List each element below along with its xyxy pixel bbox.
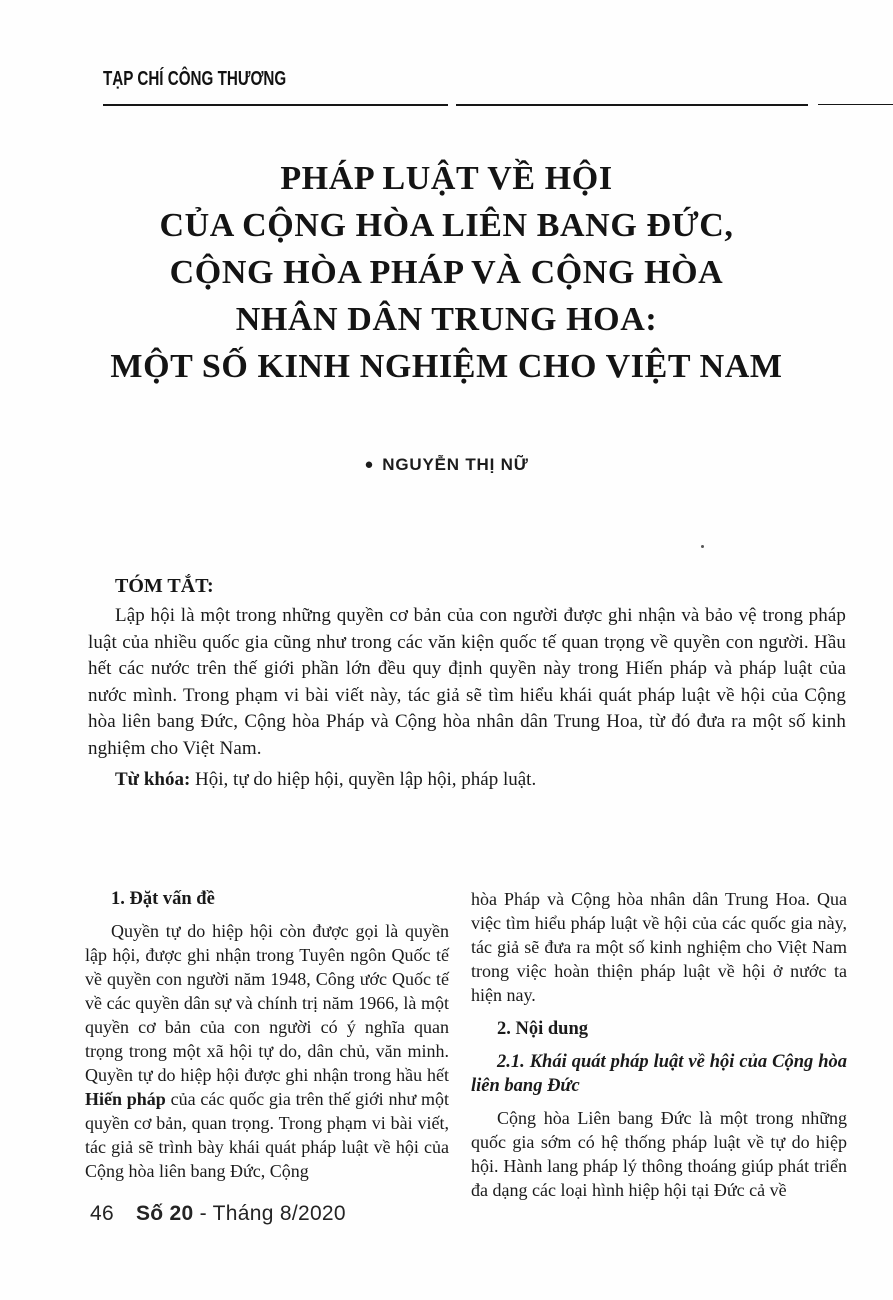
keywords-label: Từ khóa: [115, 769, 191, 790]
article-title-line: CỘNG HÒA PHÁP VÀ CỘNG HÒA [169, 254, 724, 291]
right-column-paragraph: Cộng hòa Liên bang Đức là một trong những quốc gia sớm có hệ thống pháp luật về tự do hiệp hội. Hành lang pháp lý thông thoáng giúp phát triển đa dạng các loại hình hiệp hội tại Đức cả về [471, 1108, 847, 1200]
section-2-heading: 2. Nội dung [497, 1019, 588, 1039]
article-title [0, 155, 893, 390]
author-bullet-icon: ● [364, 456, 375, 473]
paragraph-text: Quyền tự do hiệp hội còn được gọi là quyền lập hội, được ghi nhận trong Tuyên ngôn Quốc tế về quyền con người năm 1948, Công ước Quốc tế về các quyền dân sự và chính trị năm 1966, là một quyền cơ bản của con người có ý nghĩa quan trọng trong một xã hội tự do, dân chủ, văn minh. Quyền tự do hiệp hội được ghi nhận trong hầu hết [85, 921, 449, 1085]
article-body-columns [85, 887, 847, 1202]
keywords-line [88, 767, 846, 793]
scan-speck [701, 545, 704, 548]
left-column-paragraph [85, 919, 449, 1183]
paragraph-text: của các quốc gia trên thế giới như một quyền cơ bản, quan trọng. Trong phạm vi bài viết, tác giả sẽ trình bày khái quát pháp luật về hội của Cộng hòa liên bang Đức, Cộng [85, 1089, 449, 1181]
article-title-line: CỦA CỘNG HÒA LIÊN BANG ĐỨC, [159, 207, 734, 244]
keywords-text: Hội, tự do hiệp hội, quyền lập hội, pháp luật. [190, 769, 537, 790]
journal-name: TẠP CHÍ CÔNG THƯƠNG [103, 68, 287, 91]
abstract-heading: TÓM TẮT: [115, 575, 214, 597]
header-rule-segment [818, 104, 893, 105]
section-1-heading: 1. Đặt vấn đề [111, 889, 215, 909]
page-number: 46 [90, 1202, 114, 1225]
author-name: NGUYỄN THỊ NỮ [382, 455, 529, 474]
page-footer [90, 1202, 346, 1226]
left-column [85, 887, 449, 1202]
article-title-line: PHÁP LUẬT VỀ HỘI [280, 160, 613, 197]
abstract-text: Lập hội là một trong những quyền cơ bản của con người được ghi nhận và bảo vệ trong pháp luật của nhiều quốc gia cũng như trong các văn kiện quốc tế quan trọng về quyền con người. Hầu hết các nước trên thế giới phần lớn đều quy định quyền này trong Hiến pháp và pháp luật của nước mình. Trong phạm vi bài viết này, tác giả sẽ tìm hiểu khái quát pháp luật về hội của Cộng hòa liên bang Đức, Cộng hòa Pháp và Cộng hòa nhân dân Trung Hoa, từ đó đưa ra một số kinh nghiệm cho Việt Nam. [88, 605, 846, 759]
article-title-line: NHÂN DÂN TRUNG HOA: [235, 301, 658, 338]
abstract-section [88, 575, 846, 793]
bold-term: Hiến pháp [85, 1089, 166, 1109]
header-rule-segment [456, 104, 808, 106]
section-2-1-heading: 2.1. Khái quát pháp luật về hội của Cộng hòa liên bang Đức [471, 1052, 847, 1096]
issue-date: - Tháng 8/2020 [193, 1202, 346, 1225]
article-title-line: MỘT SỐ KINH NGHIỆM CHO VIỆT NAM [110, 348, 783, 385]
header-rule-segment [103, 104, 448, 106]
right-column-paragraph: hòa Pháp và Cộng hòa nhân dân Trung Hoa. Qua việc tìm hiểu pháp luật về hội của các quốc gia này, tác giả sẽ đưa ra một số kinh nghiệm cho Việt Nam trong việc hoàn thiện pháp luật về hội ở nước ta hiện nay. [471, 889, 847, 1005]
author-line [0, 455, 893, 475]
issue-label: Số 20 [135, 1202, 194, 1225]
right-column [471, 887, 847, 1202]
